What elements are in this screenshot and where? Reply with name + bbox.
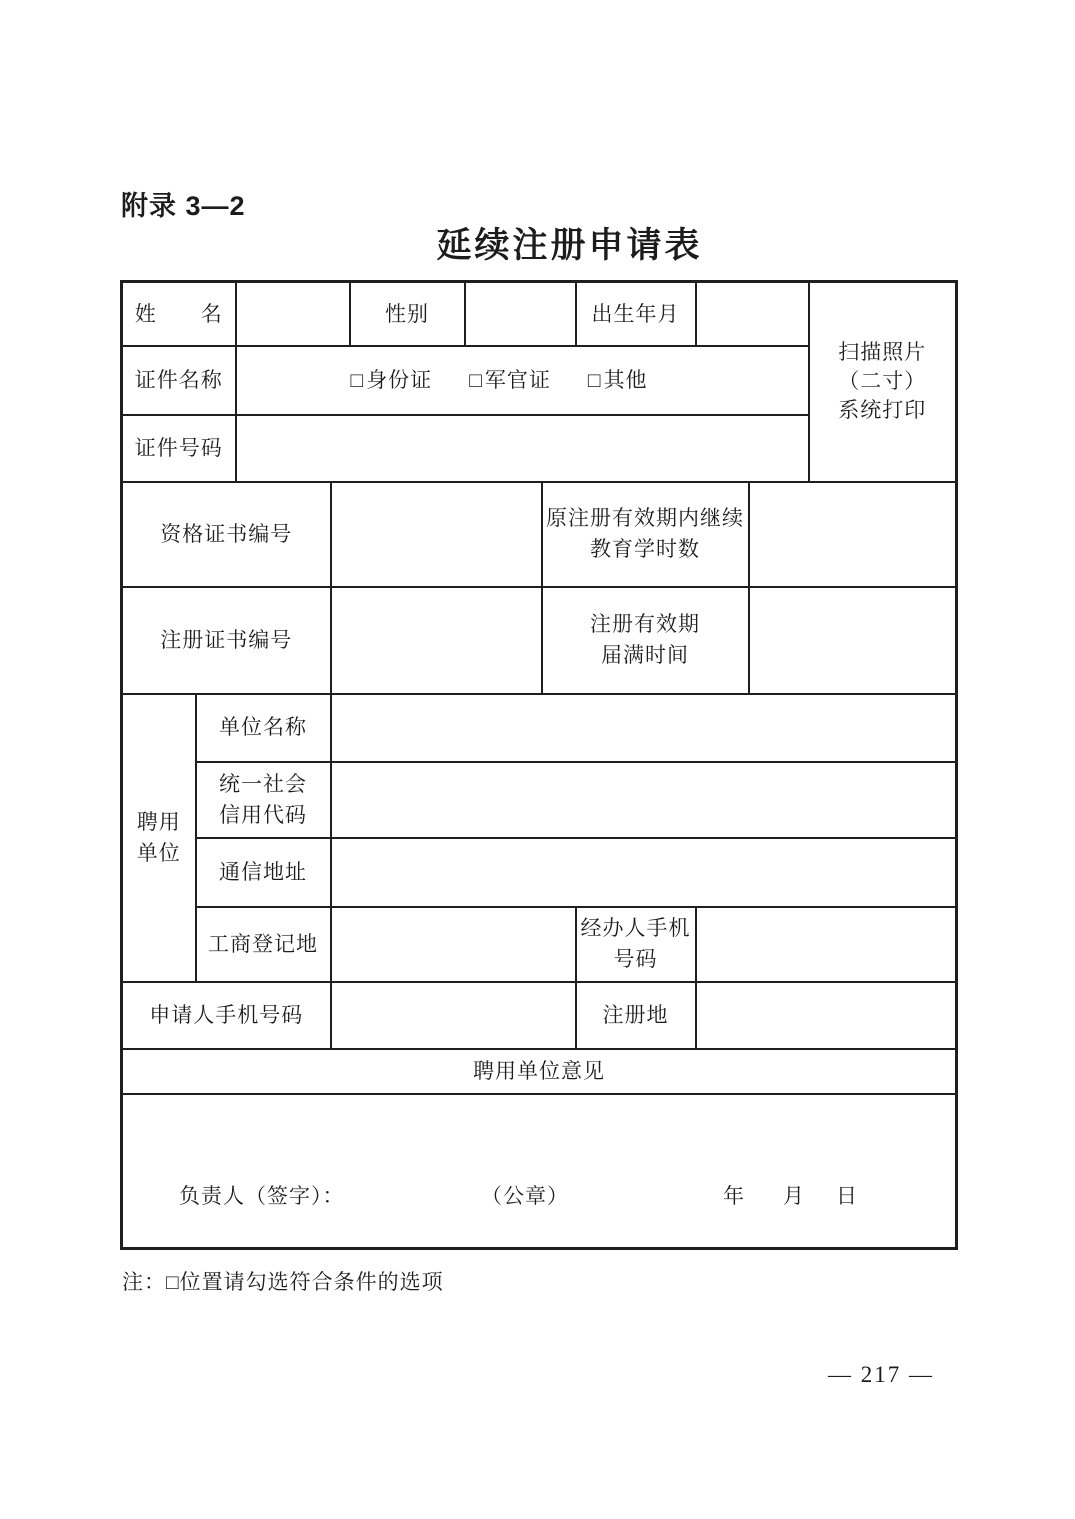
photo-box-line: （二寸） <box>838 369 927 394</box>
reg-cert-input-cell[interactable] <box>331 587 542 694</box>
credit-code-label <box>196 762 331 838</box>
id-options-cell <box>236 346 809 415</box>
reg-expiry-input-cell[interactable] <box>749 587 957 694</box>
agent-phone-line: 号码 <box>613 947 658 971</box>
agent-phone-input-cell[interactable] <box>696 907 957 982</box>
mail-address-input-cell[interactable] <box>331 838 957 907</box>
birth-input-cell[interactable] <box>696 282 809 346</box>
qual-cert-label: 资格证书编号 <box>122 482 331 587</box>
table-row <box>122 762 957 838</box>
applicant-phone-label: 申请人手机号码 <box>122 982 331 1049</box>
credit-code-line: 统一社会 <box>219 771 307 796</box>
footnote: 注：□位置请勾选符合条件的选项 <box>122 1270 444 1294</box>
ce-hours-line: 教育学时数 <box>590 537 700 561</box>
credit-code-line: 信用代码 <box>219 802 307 827</box>
option-other[interactable] <box>588 365 648 395</box>
agent-phone-line: 经办人手机 <box>580 916 691 940</box>
checkbox-icon[interactable]: □ <box>469 367 483 392</box>
table-row <box>122 694 957 762</box>
reg-place-input-cell[interactable] <box>696 982 957 1049</box>
photo-box <box>809 282 957 482</box>
reg-expiry-line: 注册有效期 <box>590 612 700 636</box>
page-number: — 217 — <box>828 1362 934 1387</box>
option-label: 军官证 <box>484 367 551 392</box>
checkbox-icon[interactable]: □ <box>350 367 365 392</box>
employer-name-label: 单位名称 <box>196 694 331 762</box>
photo-box-line: 系统打印 <box>838 398 927 423</box>
appendix-label: 附录 3—2 <box>121 191 246 221</box>
business-reg-input-cell[interactable] <box>331 907 576 982</box>
table-row <box>122 282 957 346</box>
id-options-group <box>237 365 808 395</box>
id-number-label: 证件号码 <box>122 415 236 482</box>
responsible-sign-label: 负责人（签字）： <box>179 1183 345 1208</box>
page-title: 延续注册申请表 <box>436 226 703 265</box>
employer-name-input-cell[interactable] <box>331 694 957 762</box>
employer-line: 单位 <box>136 840 181 865</box>
table-row <box>122 907 957 982</box>
checkbox-icon[interactable]: □ <box>587 367 602 392</box>
employer-line: 聘用 <box>136 809 181 834</box>
table-row <box>122 1049 957 1094</box>
table-row <box>122 482 957 587</box>
business-reg-label: 工商登记地 <box>196 907 331 982</box>
gender-input-cell[interactable] <box>465 282 576 346</box>
reg-cert-label: 注册证书编号 <box>122 587 331 694</box>
id-name-label: 证件名称 <box>122 346 236 415</box>
option-id-card[interactable] <box>351 365 433 395</box>
qual-cert-input-cell[interactable] <box>331 482 542 587</box>
photo-box-line: 扫描照片 <box>838 340 927 365</box>
option-label: 其他 <box>603 367 648 392</box>
credit-code-input-cell[interactable] <box>331 762 957 838</box>
reg-expiry-line: 届满时间 <box>601 643 689 667</box>
name-label: 姓 名 <box>122 282 236 346</box>
employer-opinion-label: 聘用单位意见 <box>122 1049 957 1094</box>
table-row <box>122 1094 957 1249</box>
birth-label: 出生年月 <box>576 282 696 346</box>
table-row <box>122 838 957 907</box>
official-seal-label: （公章） <box>481 1183 569 1208</box>
mail-address-label: 通信地址 <box>196 838 331 907</box>
registration-form-table <box>120 280 958 1250</box>
employer-group-label <box>122 694 196 982</box>
name-input-cell[interactable] <box>236 282 350 346</box>
ce-hours-input-cell[interactable] <box>749 482 957 587</box>
table-row <box>122 982 957 1049</box>
option-military-card[interactable] <box>469 365 551 395</box>
ce-hours-line: 原注册有效期内继续 <box>546 506 744 530</box>
year-label: 年 <box>723 1183 745 1208</box>
applicant-phone-input-cell[interactable] <box>331 982 576 1049</box>
agent-phone-label <box>576 907 696 982</box>
id-number-input-cell[interactable] <box>236 415 809 482</box>
gender-label: 性别 <box>350 282 465 346</box>
month-label: 月 <box>783 1183 805 1208</box>
ce-hours-label <box>542 482 749 587</box>
option-label: 身份证 <box>366 367 433 392</box>
day-label: 日 <box>836 1183 858 1208</box>
employer-opinion-signature-cell[interactable] <box>122 1094 957 1249</box>
reg-place-label: 注册地 <box>576 982 696 1049</box>
table-row <box>122 587 957 694</box>
reg-expiry-label <box>542 587 749 694</box>
